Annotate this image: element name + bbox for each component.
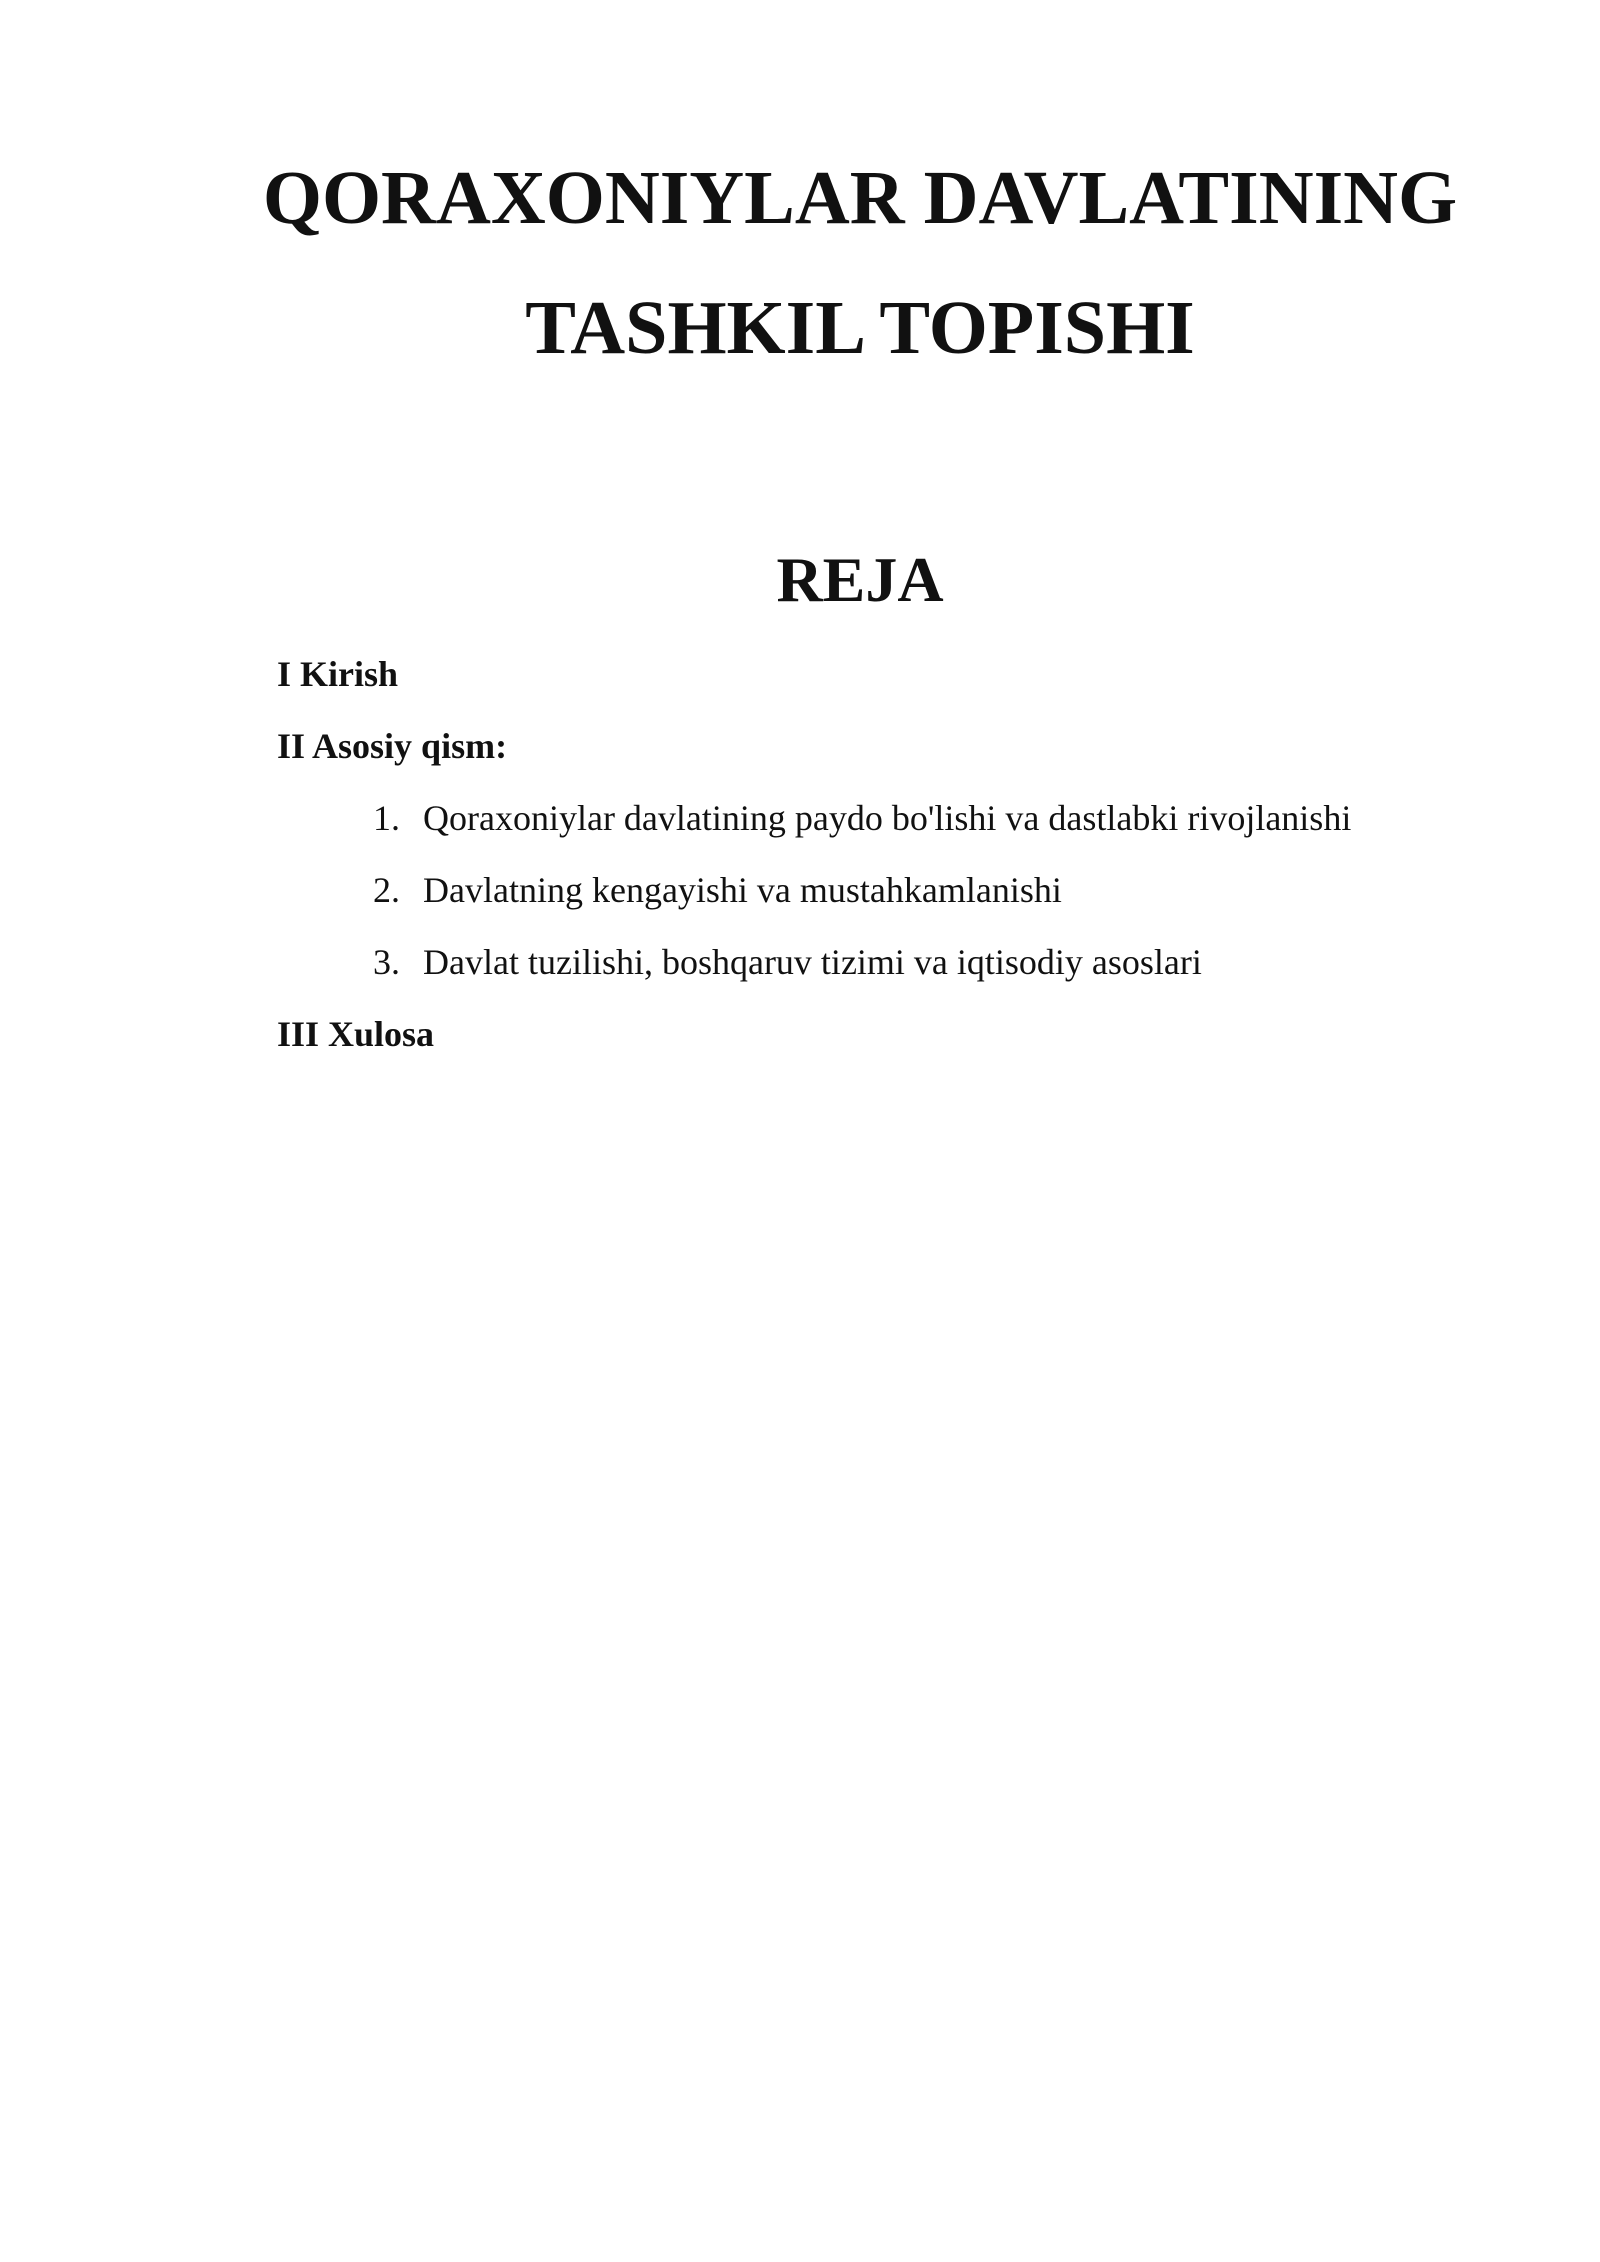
section-introduction: I Kirish <box>277 654 399 694</box>
list-item-text: Davlat tuzilishi, boshqaruv tizimi va iqtisodiy asoslari <box>423 942 1202 982</box>
document-title-line-1: QORAXONIYLAR DAVLATINING <box>262 156 1458 240</box>
section-main-part: II Asosiy qism: <box>277 726 508 766</box>
plan-heading: REJA <box>776 544 944 615</box>
list-item-number: 1. <box>373 798 400 838</box>
list-item-number: 2. <box>373 870 400 910</box>
section-conclusion: III Xulosa <box>277 1014 435 1054</box>
list-item-number: 3. <box>373 942 400 982</box>
list-item-text: Qoraxoniylar davlatining paydo bo'lishi va dastlabki rivojlanishi <box>423 798 1352 838</box>
list-item-text: Davlatning kengayishi va mustahkamlanishi <box>423 870 1062 910</box>
document-title-line-2: TASHKIL TOPISHI <box>525 286 1195 370</box>
